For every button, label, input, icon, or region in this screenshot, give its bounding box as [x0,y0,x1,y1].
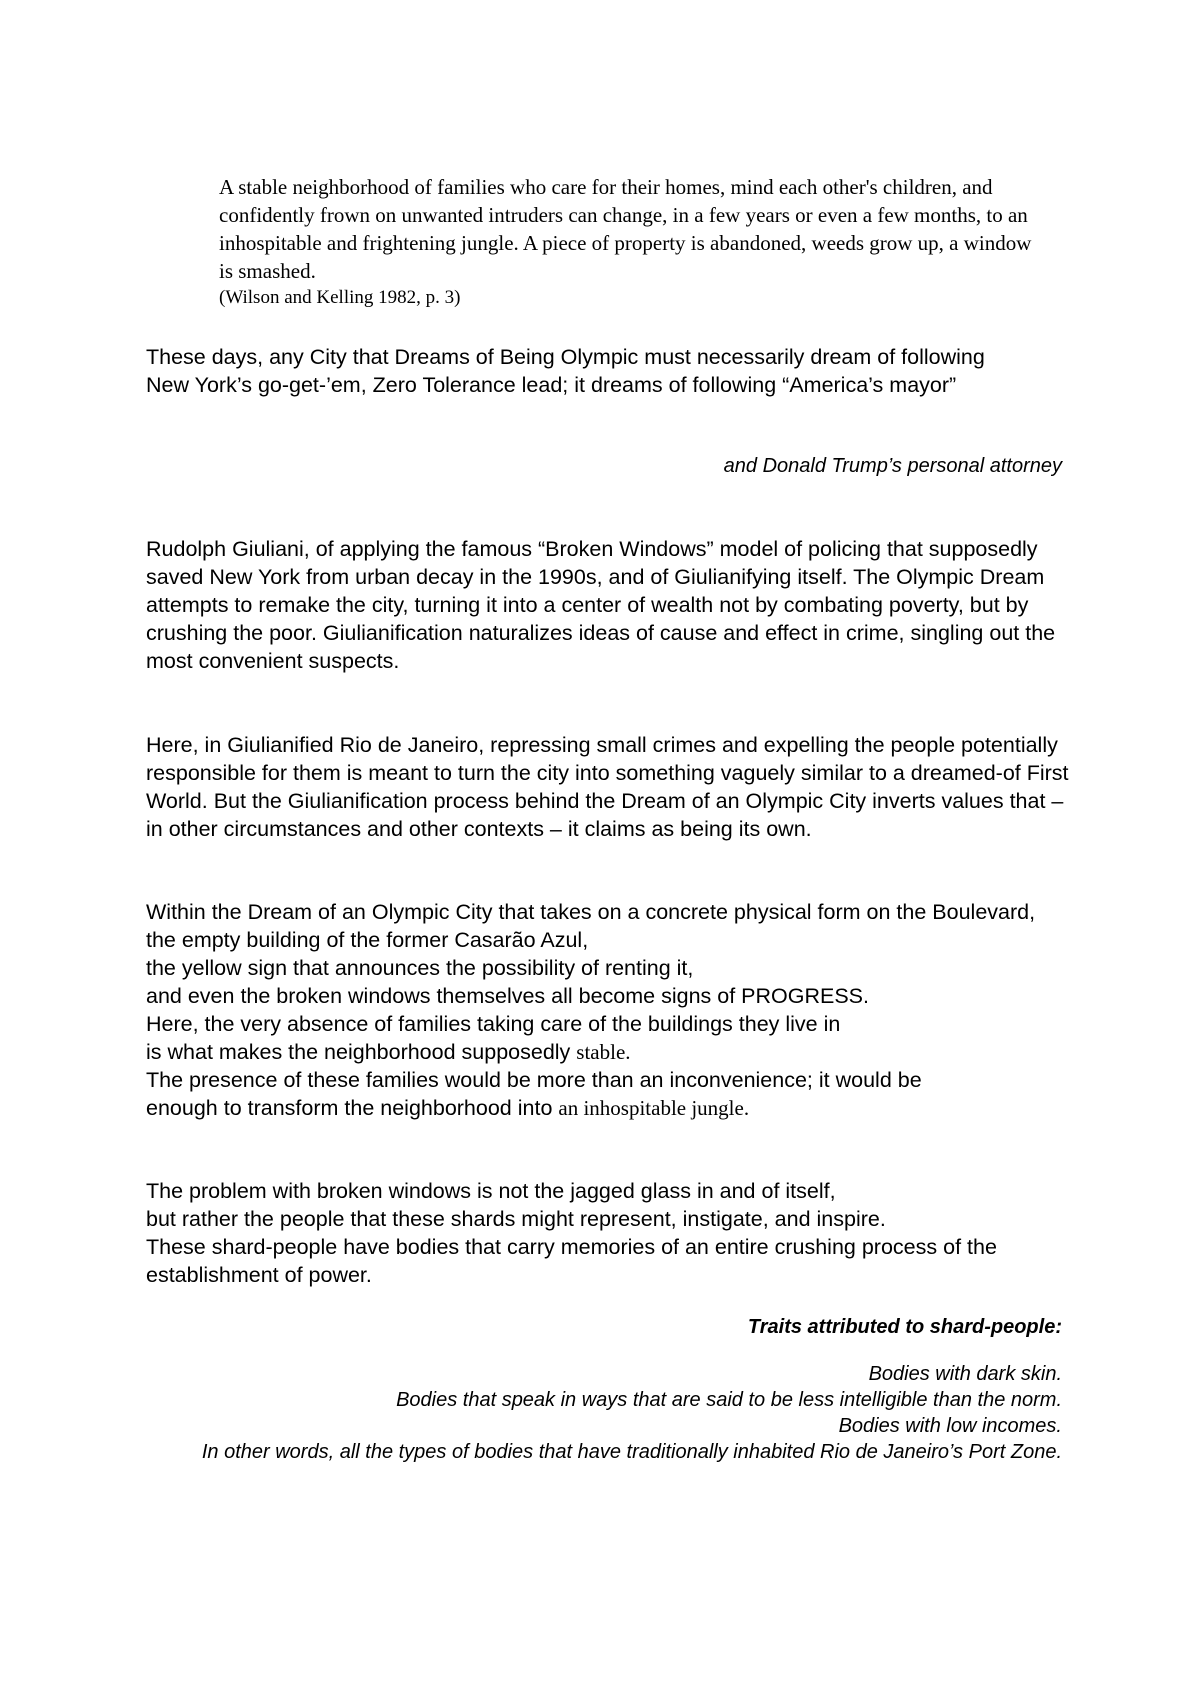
paragraph-2-text: Rudolph Giuliani, of applying the famous “Broken Windows” model of policing that supposedly saved New York from urban decay in the 1990s, and of Giulianifying itself. The Olympic Dream attempts to remake the city, turning it into a center of wealth not by combating poverty, but by crushing the poor. Giulianification naturalizes ideas of cause and effect in crime, singling out the most convenient suspects. [146,537,1056,673]
p4-line-4: and even the broken windows themselves all become signs of PROGRESS. [146,984,870,1008]
paragraph-shards [146,1177,1076,1289]
paragraph-1-text: These days, any City that Dreams of Being Olympic must necessarily dream of following New York’s go-get-’em, Zero Tolerance lead; it dreams of following “America’s mayor” [146,345,985,397]
aside-note: and Donald Trump’s personal attorney [723,455,1062,477]
p4-line-1: Within the Dream of an Olympic City that takes on a concrete physical form on the Boulevard, [146,900,1036,924]
p5-line-3: These shard-people have bodies that carry memories of an entire crushing process of the establishment of power. [146,1235,997,1287]
p4-line-7: The presence of these families would be more than an inconvenience; it would be [146,1068,922,1092]
paragraph-5-text [146,1177,1076,1289]
traits-list [122,1361,1062,1465]
p4-line-5: Here, the very absence of families taking care of the buildings they live in [146,1012,841,1036]
trait-item: In other words, all the types of bodies that have traditionally inhabited Rio de Janeiro’s Port Zone. [201,1441,1062,1463]
p4-line-3: the yellow sign that announces the possibility of renting it, [146,956,694,980]
paragraph-giuliani [146,535,1056,675]
p4-line-6 [146,1038,1076,1066]
trait-item: Bodies with dark skin. [868,1363,1062,1385]
p4-line-6-serif: stable. [576,1040,631,1064]
trait-item: Bodies that speak in ways that are said to be less intelligible than the norm. [396,1389,1062,1411]
p5-line-2: but rather the people that these shards might represent, instigate, and inspire. [146,1207,886,1231]
p4-line-8-text: enough to transform the neighborhood into [146,1096,559,1120]
epigraph-text: A stable neighborhood of families who care for their homes, mind each other's children, and confidently frown on unwanted intruders can change, in a few years or even a few months, to an inhospitable and frightening jungle. A piece of property is abandoned, weeds grow up, a window is smashed. [219,175,1032,283]
p5-line-1: The problem with broken windows is not the jagged glass in and of itself, [146,1179,836,1203]
paragraph-rio [146,731,1076,843]
epigraph-citation: (Wilson and Kelling 1982, p. 3) [219,287,461,308]
epigraph-quote [219,173,1049,310]
paragraph-olympic-dream [146,343,1026,399]
paragraph-4-text [146,898,1076,1122]
paragraph-boulevard [146,898,1076,1122]
traits-heading: Traits attributed to shard-people: [747,1316,1062,1338]
p4-line-2: the empty building of the former Casarão Azul, [146,928,589,952]
p4-line-8 [146,1094,1076,1122]
trait-item: Bodies with low incomes. [838,1415,1062,1437]
paragraph-3-text: Here, in Giulianified Rio de Janeiro, repressing small crimes and expelling the people potentially responsible for them is meant to turn the city into something vaguely similar to a dreamed-of First World. But the Giulianification process behind the Dream of an Olympic City inverts values that – in other circumstances and other contexts – it claims as being its own. [146,733,1069,841]
p4-line-6-text: is what makes the neighborhood supposedly [146,1040,577,1064]
p4-line-8-serif: an inhospitable jungle. [558,1096,750,1120]
